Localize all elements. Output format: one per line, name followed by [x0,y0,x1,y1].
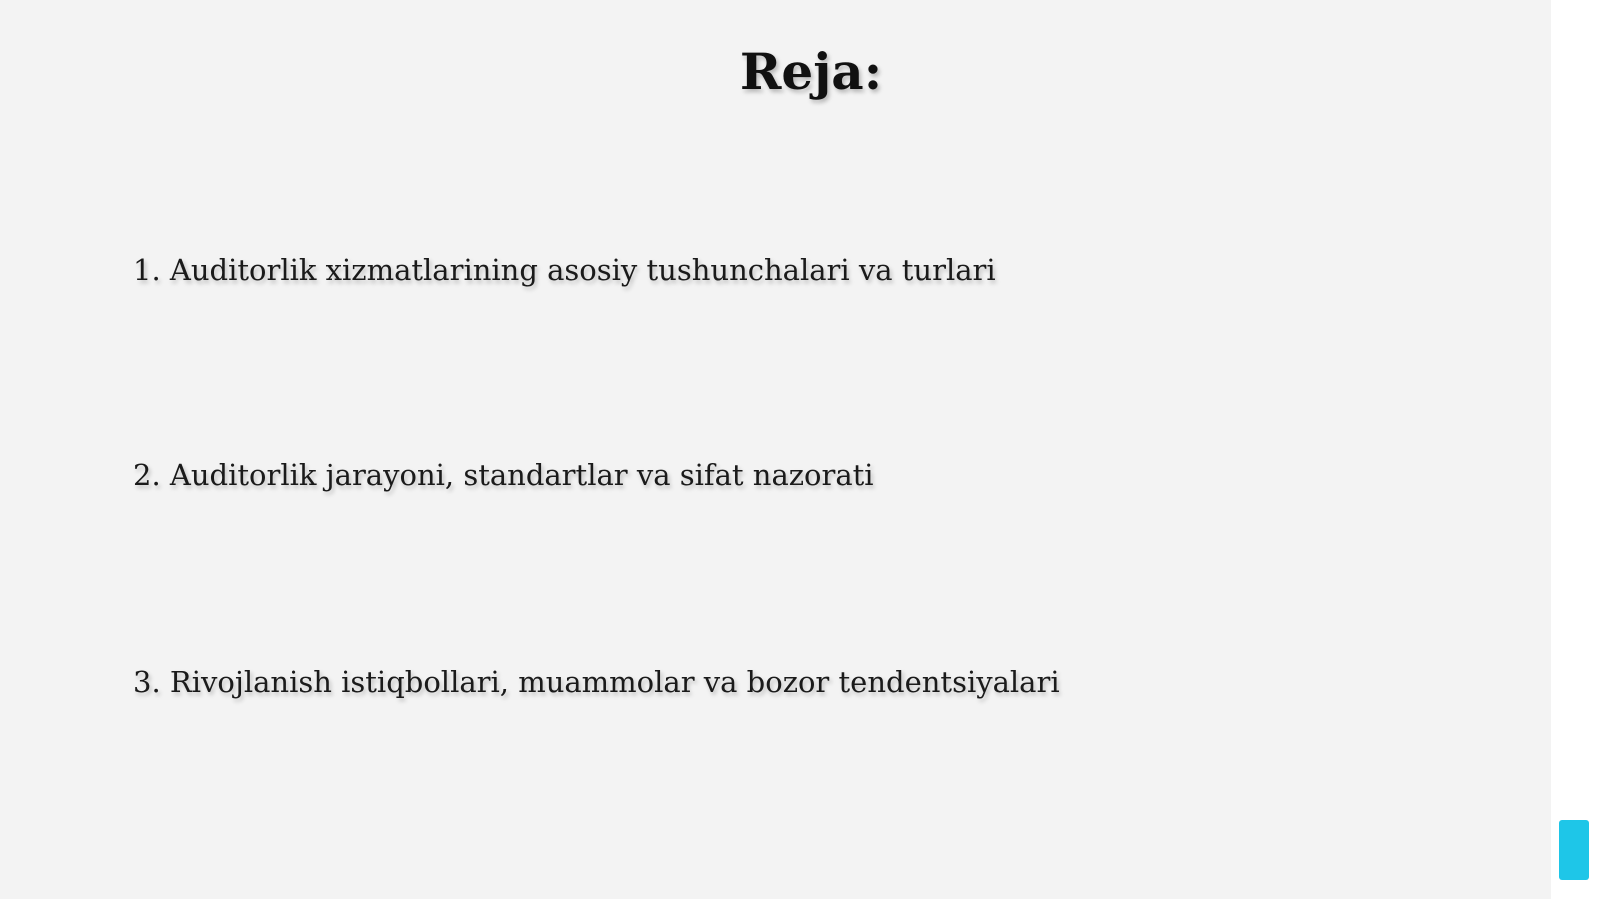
slide-title: Reja: [739,42,883,101]
plan-item-3: 3. Rivojlanish istiqbollari, muammolar va bozor tendentsiyalari [133,665,1060,699]
scrollbar-track[interactable] [1551,0,1600,899]
plan-item-2: 2. Auditorlik jarayoni, standartlar va sifat nazorati [133,458,874,492]
plan-item-1: 1. Auditorlik xizmatlarining asosiy tushunchalari va turlari [133,253,996,287]
scrollbar-thumb[interactable] [1559,820,1589,880]
